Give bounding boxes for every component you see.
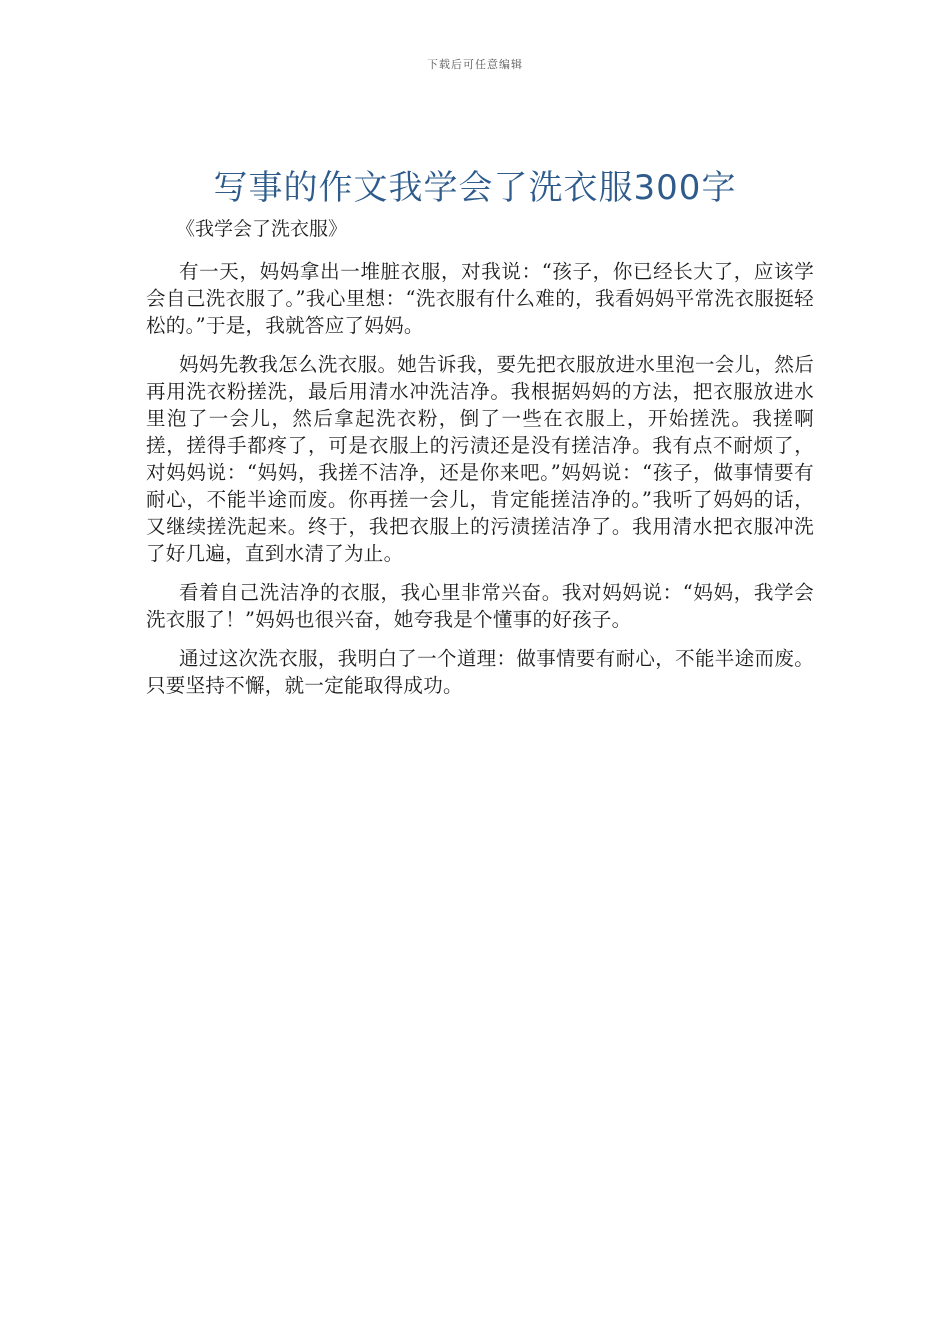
header-note: 下载后可任意编辑 — [427, 58, 523, 71]
paragraph-1: 有一天，妈妈拿出一堆脏衣服，对我说：“孩子，你已经长大了，应该学会自己洗衣服了。”我心里想：“洗衣服有什么难的，我看妈妈平常洗衣服挺轻松的。”于是，我就答应了妈妈。 — [146, 260, 814, 337]
paragraph-4: 通过这次洗衣服，我明白了一个道理：做事情要有耐心，不能半途而废。只要坚持不懈，就一定能取得成功。 — [146, 647, 814, 697]
paragraph-3: 看着自己洗洁净的衣服，我心里非常兴奋。我对妈妈说：“妈妈，我学会洗衣服了！”妈妈也很兴奋，她夸我是个懂事的好孩子。 — [146, 581, 814, 631]
document-title: 写事的作文我学会了洗衣服300字 — [213, 168, 737, 208]
paragraph-2: 妈妈先教我怎么洗衣服。她告诉我，要先把衣服放进水里泡一会儿，然后再用洗衣粉搓洗，最后用清水冲洗洁净。我根据妈妈的方法，把衣服放进水里泡了一会儿，然后拿起洗衣粉，倒了一些在衣服上，开始搓洗。我搓啊搓，搓得手都疼了，可是衣服上的污渍还是没有搓洁净。我有点不耐烦了，对妈妈说：“妈妈，我搓不洁净，还是你来吧。”妈妈说：“孩子，做事情要有耐心，不能半途而废。你再搓一会儿，肯定能搓洁净的。”我听了妈妈的话，又继续搓洗起来。终于，我把衣服上的污渍搓洁净了。我用清水把衣服冲洗了好几遍，直到水清了为止。 — [146, 353, 814, 565]
essay-subtitle: 《我学会了洗衣服》 — [176, 218, 348, 240]
document-body — [146, 214, 814, 711]
